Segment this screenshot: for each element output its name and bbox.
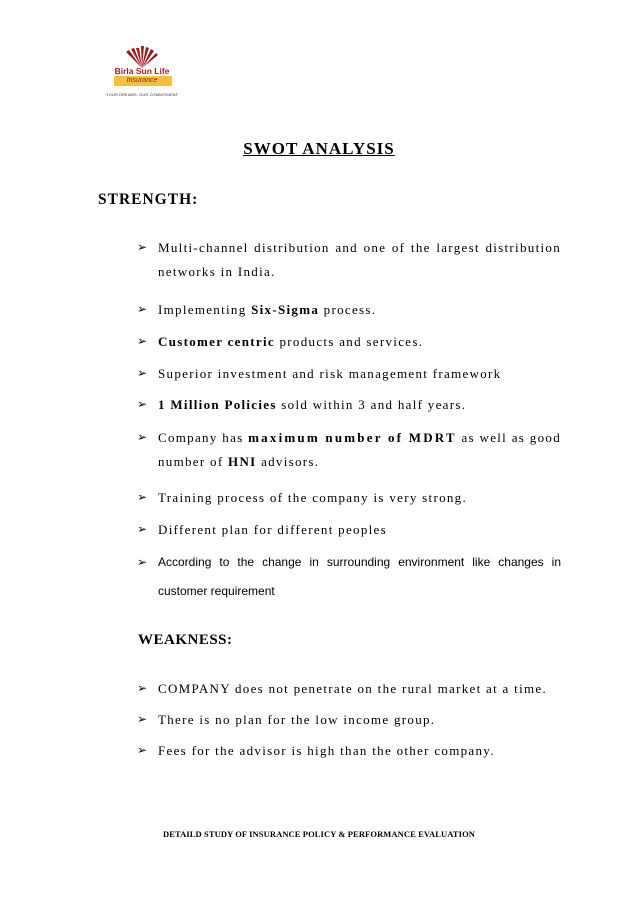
- bullet-arrow-icon: ➢: [137, 490, 148, 504]
- page-title: SWOT ANALYSIS: [243, 139, 395, 158]
- item-line: Implementing Six-Sigma process.: [158, 302, 377, 317]
- bullet-arrow-icon: ➢: [137, 712, 148, 726]
- logo-sub: Insurance: [126, 77, 158, 84]
- bullet-arrow-icon: ➢: [137, 743, 148, 757]
- item-line: According to the change in surrounding environment like changes in: [158, 555, 561, 569]
- bullet-arrow-icon: ➢: [137, 397, 148, 411]
- item-line: customer requirement: [158, 584, 275, 598]
- item-line: COMPANY does not penetrate on the rural market at a time.: [158, 681, 548, 696]
- item-line: number of HNI advisors.: [158, 454, 320, 469]
- bullet-arrow-icon: ➢: [137, 430, 148, 444]
- item-line: There is no plan for the low income group.: [158, 712, 436, 727]
- item-line: Different plan for different peoples: [158, 522, 387, 537]
- emphasis: 1 Million Policies: [158, 397, 277, 412]
- emphasis: Six-Sigma: [251, 302, 320, 317]
- emphasis: maximum number of MDRT: [248, 430, 457, 445]
- bullet-arrow-icon: ➢: [137, 240, 148, 254]
- bullet-arrow-icon: ➢: [137, 334, 148, 348]
- bullet-arrow-icon: ➢: [137, 366, 148, 380]
- item-line: Fees for the advisor is high than the other company.: [158, 743, 495, 758]
- company-logo: [97, 44, 187, 104]
- logo-name: Birla Sun Life: [114, 66, 170, 76]
- item-line: Superior investment and risk management framework: [158, 366, 502, 381]
- item-line: Customer centric products and services.: [158, 334, 424, 349]
- strength-heading: STRENGTH:: [98, 191, 199, 208]
- item-line: networks in India.: [158, 264, 276, 279]
- logo-tagline: YOUR DREAMS. OUR COMMITMENT: [105, 92, 179, 97]
- emphasis: HNI: [228, 454, 257, 469]
- bullet-arrow-icon: ➢: [137, 555, 148, 569]
- item-line: Multi-channel distribution and one of the largest distribution: [158, 240, 561, 255]
- item-line: Company has maximum number of MDRT as well as good: [158, 430, 561, 445]
- bullet-arrow-icon: ➢: [137, 302, 148, 316]
- item-line: Training process of the company is very strong.: [158, 490, 468, 505]
- bullet-arrow-icon: ➢: [137, 522, 148, 536]
- item-line: 1 Million Policies sold within 3 and half years.: [158, 397, 467, 412]
- bullet-arrow-icon: ➢: [137, 681, 148, 695]
- weakness-heading: WEAKNESS:: [138, 632, 233, 648]
- page-footer: DETAILD STUDY OF INSURANCE POLICY & PERFORMANCE EVALUATION: [162, 829, 476, 839]
- emphasis: Customer centric: [158, 334, 275, 349]
